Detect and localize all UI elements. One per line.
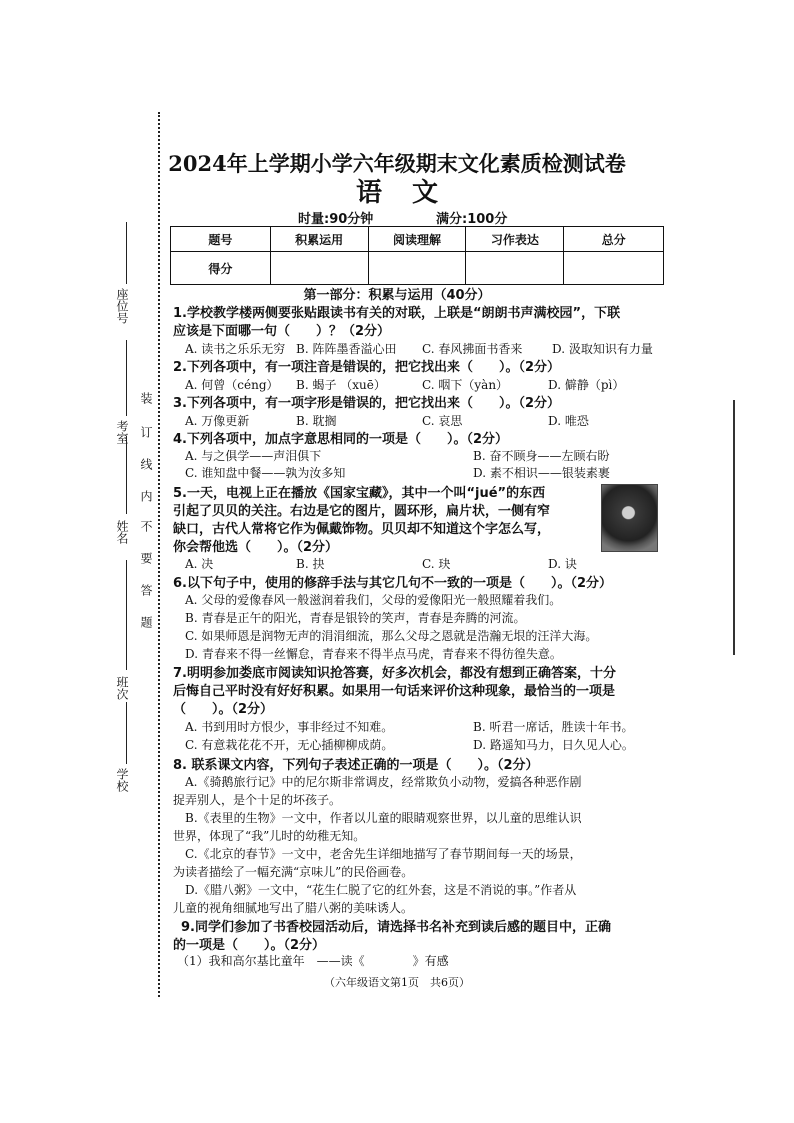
seat-blank <box>126 222 127 284</box>
warning-char: 线 <box>139 458 153 470</box>
school-label: 学校 <box>115 768 129 792</box>
warning-char: 内 <box>139 490 153 502</box>
option: A. 父母的爱像春风一般滋润着我们，父母的爱像阳光一般照耀着我们。 <box>185 593 562 607</box>
option: A. 书到用时方恨少，事非经过不知难。 <box>185 720 394 734</box>
option-a-line: 捉弄别人，是个十足的坏孩子。 <box>173 793 342 807</box>
warning-char: 装 <box>139 392 153 404</box>
warning-char: 题 <box>139 616 153 628</box>
warning-char: 订 <box>139 426 153 438</box>
option: B. 耽搁 <box>296 414 337 428</box>
question-7-line: 后悔自己平时没有好好积累。如果用一句话来评价这种现象，最恰当的一项是 <box>173 684 616 699</box>
option-c-line: 为读者描绘了一幅充满“京味儿”的民俗画卷。 <box>173 865 414 879</box>
warning-char: 答 <box>139 584 153 596</box>
warning-char: 要 <box>139 552 153 564</box>
header-cell: 题号 <box>171 227 271 252</box>
option: A. 读书之乐乐无穷 <box>185 342 286 356</box>
score-table <box>170 226 664 285</box>
class-blank <box>126 560 127 670</box>
question-5-line: 你会帮他选（ ）。（2分） <box>173 540 339 555</box>
room-label: 考室 <box>115 420 129 444</box>
question-5-line: 缺口，古代人常将它作为佩戴饰物。贝贝却不知道这个字怎么写， <box>173 522 551 537</box>
score-cell[interactable] <box>270 252 368 285</box>
question-7-line: 7.明明参加娄底市阅读知识抢答赛，好多次机会，都没有想到正确答案，十分 <box>173 666 616 681</box>
option: B. 蝎子 （xuē） <box>296 378 386 392</box>
warning-char: 不 <box>139 520 153 532</box>
header-cell: 习作表达 <box>466 227 564 252</box>
question-1-line: 应该是下面哪一句（ ）？（2分） <box>173 324 391 339</box>
section-heading: 第一部分：积累与运用（40分） <box>303 288 491 303</box>
option: C. 春风拂面书香来 <box>422 342 523 356</box>
option: B. 听君一席话，胜读十年书。 <box>473 720 634 734</box>
option: C. 玦 <box>422 557 451 571</box>
page-footer: （六年级语文第1页 共6页） <box>324 976 470 989</box>
option-b-line: B.《表里的生物》一文中，作者以儿童的眼睛观察世界，以儿童的思维认识 <box>185 811 582 825</box>
option: D. 僻静（pì） <box>548 378 625 392</box>
option: A. 万像更新 <box>185 414 250 428</box>
question-5-line: 5.一天，电视上正在播放《国家宝藏》，其中一个叫“jué”的东西 <box>173 486 546 501</box>
option: D. 诀 <box>548 557 577 571</box>
option: D. 路遥知马力，日久见人心。 <box>473 738 634 752</box>
option: C. 哀思 <box>422 414 463 428</box>
option: D. 汲取知识有力量 <box>552 342 653 356</box>
option: C. 谁知盘中餐——孰为汝多知 <box>185 466 346 480</box>
option: D. 素不相识——银装素裹 <box>473 466 610 480</box>
q9-item-1: （1）我和高尔基比童年 ——读《 》有感 <box>177 954 449 968</box>
question-6: 6.以下句子中，使用的修辞手法与其它几句不一致的一项是（ ）。（2分） <box>173 576 613 591</box>
question-4: 4.下列各项中，加点字意思相同的一项是（ ）。（2分） <box>173 432 509 447</box>
option-a-line: A.《骑鹅旅行记》中的尼尔斯非常调皮，经常欺负小动物，爱搞各种恶作剧 <box>185 775 582 789</box>
option: B. 奋不顾身——左顾右盼 <box>473 449 610 463</box>
class-label: 班次 <box>115 676 129 700</box>
score-row-label: 得分 <box>171 252 271 285</box>
option: B. 抉 <box>296 557 325 571</box>
option: A. 与之俱学——声泪俱下 <box>185 449 322 463</box>
time-limit: 时量:90分钟 <box>298 212 374 227</box>
question-9-line: 的一项是（ ）。（2分） <box>173 938 326 953</box>
option: A. 决 <box>185 557 214 571</box>
header-cell: 总分 <box>564 227 664 252</box>
option: C. 咽下（yàn） <box>422 378 509 392</box>
name-label: 姓名 <box>115 520 129 544</box>
question-8: 8. 联系课文内容，下列句子表述正确的一项是（ ）。（2分） <box>173 758 539 773</box>
score-cell[interactable] <box>466 252 564 285</box>
jade-ring-photo <box>601 484 658 552</box>
question-1-line: 1.学校教学楼两侧要张贴跟读书有关的对联，上联是“朗朗书声满校园”，下联 <box>173 306 621 321</box>
header-cell: 阅读理解 <box>368 227 466 252</box>
option-d-line: 儿童的视角细腻地写出了腊八粥的美味诱人。 <box>173 901 414 915</box>
option: C. 有意栽花花不开，无心插柳柳成荫。 <box>185 738 394 752</box>
option: A. 何曾（céng） <box>185 378 279 392</box>
option: B. 青春是正午的阳光，青春是银铃的笑声，青春是奔腾的河流。 <box>185 611 526 625</box>
score-cell[interactable] <box>564 252 664 285</box>
question-7-line: （ ）。（2分） <box>173 702 274 717</box>
room-blank <box>126 340 127 416</box>
score-cell[interactable] <box>368 252 466 285</box>
option: D. 唯恐 <box>548 414 589 428</box>
option: D. 青春来不得一丝懈怠，青春来不得半点马虎，青春来不得彷徨失意。 <box>185 647 562 661</box>
option-d-line: D.《腊八粥》一文中，“花生仁脱了它的红外套，这是不消说的事。”作者从 <box>185 883 577 897</box>
right-edge-mark <box>733 400 735 655</box>
seat-label: 座位号 <box>115 288 129 324</box>
binding-dotted-line <box>158 112 160 997</box>
subject-title: 语文 <box>355 178 468 208</box>
option: B. 阵阵墨香溢心田 <box>296 342 397 356</box>
exam-title: 2024年上学期小学六年级期末文化素质检测试卷 <box>168 151 626 176</box>
school-blank <box>126 702 127 764</box>
full-score: 满分:100分 <box>436 212 508 227</box>
question-5-line: 引起了贝贝的关注。右边是它的图片，圆环形，扁片状，一侧有窄 <box>173 504 551 519</box>
name-blank <box>126 436 127 514</box>
question-9-line: 9.同学们参加了书香校园活动后，请选择书名补充到读后感的题目中，正确 <box>181 920 611 935</box>
question-2: 2.下列各项中，有一项注音是错误的，把它找出来（ ）。（2分） <box>173 360 561 375</box>
option: C. 如果师恩是润物无声的涓涓细流，那么父母之恩就是浩瀚无垠的汪洋大海。 <box>185 629 598 643</box>
header-cell: 积累运用 <box>270 227 368 252</box>
question-3: 3.下列各项中，有一项字形是错误的，把它找出来（ ）。（2分） <box>173 396 561 411</box>
option-c-line: C.《北京的春节》一文中，老舍先生详细地描写了春节期间每一天的场景， <box>185 847 582 861</box>
option-b-line: 世界，体现了“我”儿时的幼稚无知。 <box>173 829 366 843</box>
